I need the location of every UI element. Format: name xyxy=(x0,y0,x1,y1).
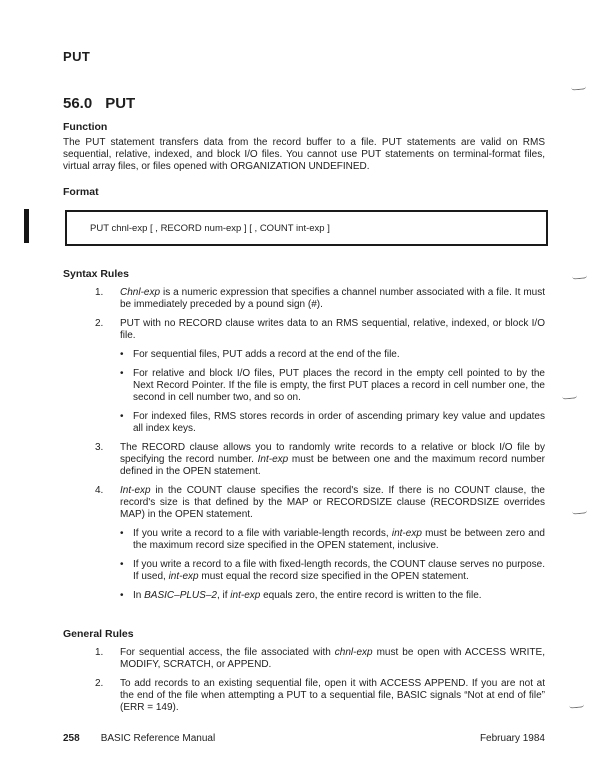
page-footer xyxy=(63,733,545,745)
rule-number: 2. xyxy=(95,318,104,329)
format-syntax-text: PUT chnl-exp [ , RECORD num-exp ] [ , COUNT int-exp ] xyxy=(90,222,330,234)
rule-text: To add records to an existing sequential file, open it with ACCESS APPEND. If you are not at the end of the file when attempting a PUT to a sequential file, BASIC signals “Not at end of file” (ERR = 149). xyxy=(120,678,545,713)
bullet-icon: • xyxy=(120,528,124,539)
rule-item xyxy=(95,318,545,442)
rule-number: 4. xyxy=(95,485,104,496)
rule-body xyxy=(120,678,545,721)
format-heading: Format xyxy=(63,186,99,198)
rule-text: PUT with no RECORD clause writes data to an RMS sequential, relative, indexed, or block I/O file. xyxy=(120,318,545,341)
rule-item xyxy=(95,442,545,485)
page-number: 258 xyxy=(63,733,80,744)
rule-body xyxy=(120,442,545,485)
section-heading xyxy=(63,96,545,112)
bullet-text: For indexed files, RMS stores records in order of ascending primary key value and updates all index keys. xyxy=(133,411,545,434)
format-syntax-box xyxy=(65,210,548,246)
rule-number: 2. xyxy=(95,678,104,689)
general-rules-list xyxy=(95,647,545,721)
footer-date: February 1984 xyxy=(479,733,545,744)
section-number: 56.0 xyxy=(63,95,93,112)
change-bar xyxy=(24,209,29,243)
rule-body xyxy=(120,287,545,318)
rule-item xyxy=(95,485,545,609)
manual-title: BASIC Reference Manual xyxy=(100,733,216,744)
bullet-icon: • xyxy=(120,411,124,422)
rule-item xyxy=(95,647,545,678)
rule-number: 1. xyxy=(95,287,104,298)
rule-text: Int-exp in the COUNT clause specifies the record's size. If there is no COUNT clause, the record's size is that defined by the MAP or RECORDSIZE clause (RECORDSIZE overrides MAP) in the OPEN statement. xyxy=(120,485,545,520)
rule-item xyxy=(95,678,545,721)
rule-body xyxy=(120,485,545,609)
rule-number: 3. xyxy=(95,442,104,453)
bullet-text: If you write a record to a file with fixed-length records, the COUNT clause serves no purpose. If used, int-exp must equal the record size specified in the OPEN statement. xyxy=(133,559,545,582)
rule-text: For sequential access, the file associated with chnl-exp must be open with ACCESS WRITE, MODIFY, SCRATCH, or APPEND. xyxy=(120,647,545,670)
bullet-item xyxy=(120,411,545,435)
bullet-icon: • xyxy=(120,559,124,570)
rule-body xyxy=(120,318,545,442)
bullet-icon: • xyxy=(120,349,124,360)
bullet-text: For sequential files, PUT adds a record at the end of the file. xyxy=(133,349,400,360)
function-heading: Function xyxy=(63,121,108,133)
bullet-icon: • xyxy=(120,368,124,379)
rule-text: Chnl-exp is a numeric expression that specifies a channel number associated with a file. It must be immediately preceded by a pound sign (#). xyxy=(120,287,545,310)
running-header: PUT xyxy=(63,49,91,64)
bullet-item xyxy=(120,559,545,583)
bullet-text: If you write a record to a file with variable-length records, int-exp must be between zero and the maximum record size specified in the OPEN statement, inclusive. xyxy=(133,528,545,551)
bullet-item xyxy=(120,590,545,602)
rule-text: The RECORD clause allows you to randomly write records to a relative or block I/O file by specifying the record number. Int-exp must be between one and the maximum record number defined in the OPEN statement. xyxy=(120,442,545,477)
syntax-rules-list xyxy=(95,287,545,609)
rule-body xyxy=(120,647,545,678)
bullet-text: In BASIC–PLUS–2, if int-exp equals zero, the entire record is written to the file. xyxy=(133,590,482,601)
syntax-rules-heading: Syntax Rules xyxy=(63,268,129,280)
bullet-item xyxy=(120,528,545,552)
general-rules-heading: General Rules xyxy=(63,628,134,640)
rule-item xyxy=(95,287,545,318)
bullet-item xyxy=(120,349,545,361)
section-title: PUT xyxy=(105,95,136,112)
rule-number: 1. xyxy=(95,647,104,658)
bullet-text: For relative and block I/O files, PUT places the record in the empty cell pointed to by the Next Record Pointer. If the file is empty, the first PUT places a record in cell number one, the second in cell number two, and so on. xyxy=(133,368,545,403)
bullet-icon: • xyxy=(120,590,124,601)
bullet-item xyxy=(120,368,545,404)
function-body-text: The PUT statement transfers data from the record buffer to a file. PUT statements are valid on RMS sequential, relative, indexed, and block I/O files. You cannot use PUT statements on terminal-format files, virtual array files, or files opened with ORGANIZATION UNDEFINED. xyxy=(63,137,545,172)
